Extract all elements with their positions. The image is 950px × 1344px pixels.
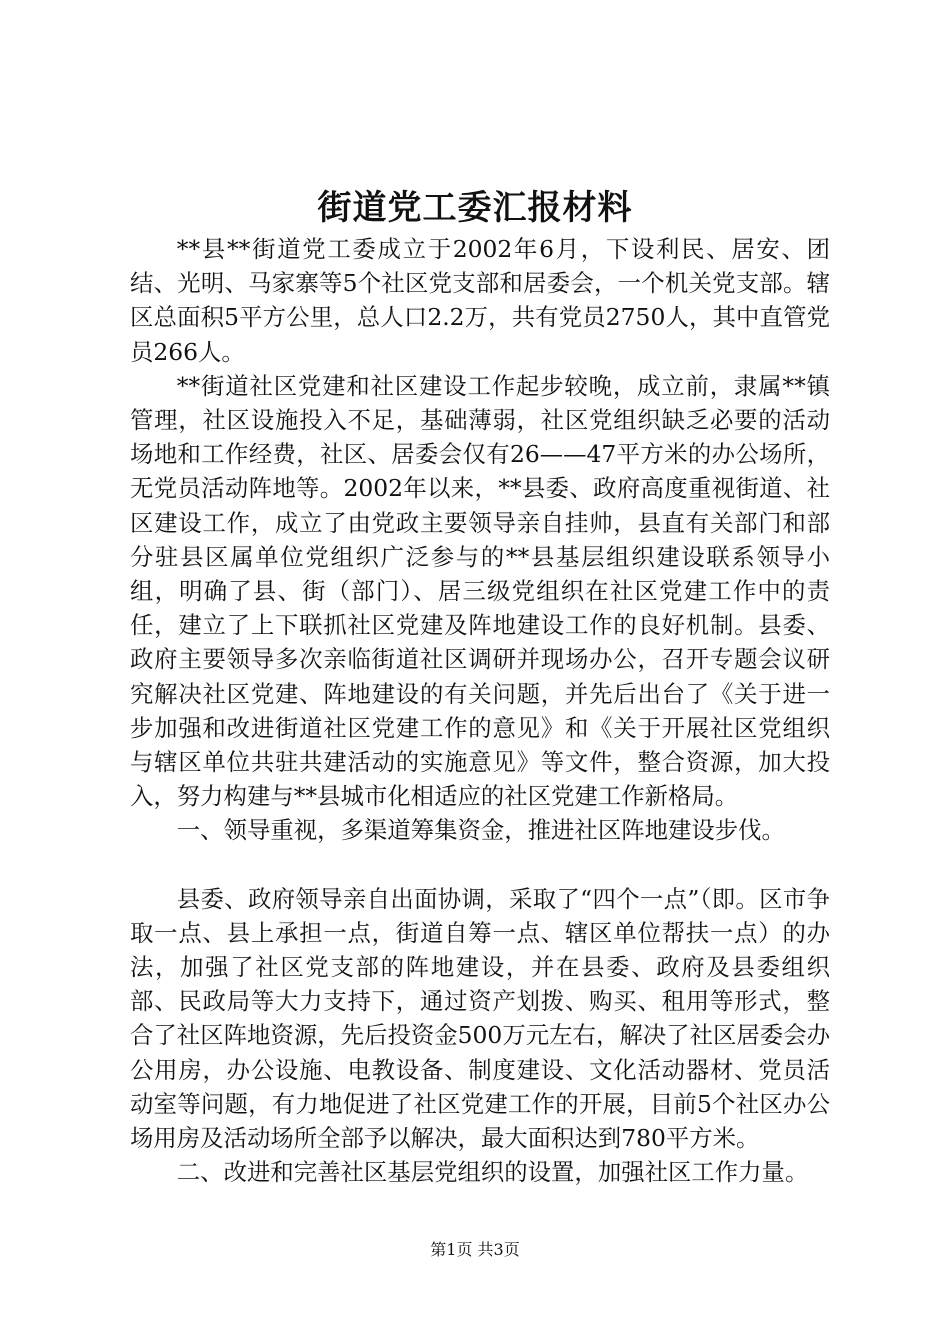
section-heading-1: 一、领导重视，多渠道筹集资金，推进社区阵地建设步伐。 (176, 816, 785, 845)
section-heading-2: 二、改进和完善社区基层党组织的设置，加强社区工作力量。 (176, 1158, 809, 1187)
paragraph-section-1: 县委、政府领导亲自出面协调，采取了“四个一点”（即。区市争取一点、县上承担一点，街道自筹一点、辖区单位帮扶一点）的办法，加强了社区党支部的阵地建设，并在县委、政府及县委组织部、民政局等大力支持下，通过资产划拨、购买、租用等形式，整合了社区阵地资源，先后投资金500万元左右，解决了社区居委会办公用房，办公设施、电教设备、制度建设、文化活动器材、党员活动室等问题，有力地促进了社区党建工作的开展，目前5个社区办公场用房及活动场所全部予以解决，最大面积达到780平方米。 (130, 884, 830, 1153)
page-number: 第1页 共3页 (430, 1240, 520, 1259)
document-body (130, 232, 830, 1189)
paragraph-intro: **县**街道党工委成立于2002年6月，下设利民、居安、团结、光明、马家寨等5个社区党支部和居委会，一个机关党支部。辖区总面积5平方公里，总人口2.2万，共有党员2750人，其中直管党员266人。 (130, 235, 830, 366)
paragraph-background: **街道社区党建和社区建设工作起步较晚，成立前，隶属**镇管理，社区设施投入不足，基础薄弱，社区党组织缺乏必要的活动场地和工作经费，社区、居委会仅有26——47平方米的办公场所，无党员活动阵地等。2002年以来，**县委、政府高度重视街道、社区建设工作，成立了由党政主要领导亲自挂帅，县直有关部门和部分驻县区属单位党组织广泛参与的**县基层组织建设联系领导小组，明确了县、街（部门）、居三级党组织在社区党建工作中的责任，建立了上下联抓社区党建及阵地建设工作的良好机制。县委、政府主要领导多次亲临街道社区调研并现场办公，召开专题会议研究解决社区党建、阵地建设的有关问题，并先后出台了《关于进一步加强和改进街道社区党建工作的意见》和《关于开展社区党组织与辖区单位共驻共建活动的实施意见》等文件，整合资源，加大投入，努力构建与**县城市化相适应的社区党建工作新格局。 (130, 371, 830, 811)
document-title: 街道党工委汇报材料 (317, 188, 633, 228)
